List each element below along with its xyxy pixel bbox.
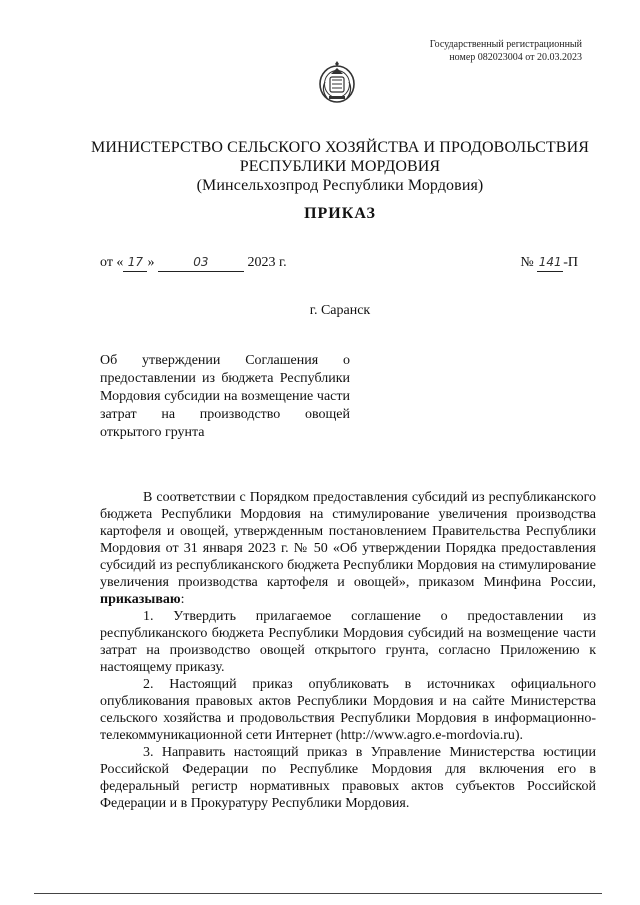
ministry-name-line-1: МИНИСТЕРСТВО СЕЛЬСКОГО ХОЗЯЙСТВА И ПРОДОВОЛЬСТВИЯ <box>91 139 589 156</box>
item-1-paragraph: 1. Утвердить прилагаемое соглашение о предоставлении из республиканского бюджета Республики Мордовия субсидий на возмещение части затрат на производство овощей открытого грунта, согласно Приложению к настоящему приказу. <box>100 609 596 675</box>
number-suffix: -П <box>563 255 578 270</box>
item-2-paragraph: 2. Настоящий приказ опубликовать в источниках официального опубликования правовых актов Республики Мордовия и на сайте Министерства сельского хозяйства и продовольствия Республики Мордовия в информационно-телекоммуникационной сети Интернет (http://www.agro.e-mordovia.ru). <box>100 677 596 743</box>
city: г. Саранск <box>309 303 371 318</box>
item-3-paragraph: 3. Направить настоящий приказ в Управление Министерства юстиции Российской Федерации по Республике Мордовия для включения его в федеральный регистр нормативных правовых актов субъектов Российской Федерации и в Прокуратуру Республики Мордовия. <box>100 745 596 811</box>
date-year: 2023 г. <box>247 255 287 270</box>
ministry-header <box>60 138 620 195</box>
order-number <box>520 255 578 272</box>
date-mid: » <box>147 255 155 270</box>
order-colon: : <box>180 592 185 607</box>
ministry-short-name: (Минсельхозпрод Республики Мордовия) <box>196 177 484 194</box>
order-body <box>100 489 596 812</box>
order-date <box>100 255 287 272</box>
document-type: ПРИКАЗ <box>304 205 376 222</box>
date-month: 03 <box>193 255 209 269</box>
preamble-paragraph <box>100 489 596 608</box>
preamble-text: В соответствии с Порядком предоставления субсидий из республиканского бюджета Республики Мордовия на стимулирование увеличения производства картофеля и овощей, утвержденным постановлением Правительства Республики Мордовия от 31 января 2023 г. № 50 «Об утверждении Порядка предоставления субсидий из республиканского бюджета Республики Мордовия на стимулирование увеличения производства картофеля и овощей», приказом Минфина России, <box>100 490 596 590</box>
footer-divider <box>34 893 602 894</box>
registration-line-2: номер 082023004 от 20.03.2023 <box>449 52 582 63</box>
number-prefix: № <box>520 255 534 270</box>
registration-stamp <box>382 38 582 64</box>
registration-line-1: Государственный регистрационный <box>429 39 582 50</box>
order-word: приказываю <box>100 592 181 607</box>
date-prefix: от « <box>100 255 124 270</box>
number-value: 141 <box>538 255 562 269</box>
ministry-name-line-2: РЕСПУБЛИКИ МОРДОВИЯ <box>239 158 441 175</box>
coat-of-arms-icon <box>316 60 358 104</box>
date-day: 17 <box>127 255 144 269</box>
order-subject: Об утверждении Соглашения о предоставлении из бюджета Республики Мордовия субсидии на возмещение части затрат на производство овощей открытого грунта <box>100 353 350 440</box>
